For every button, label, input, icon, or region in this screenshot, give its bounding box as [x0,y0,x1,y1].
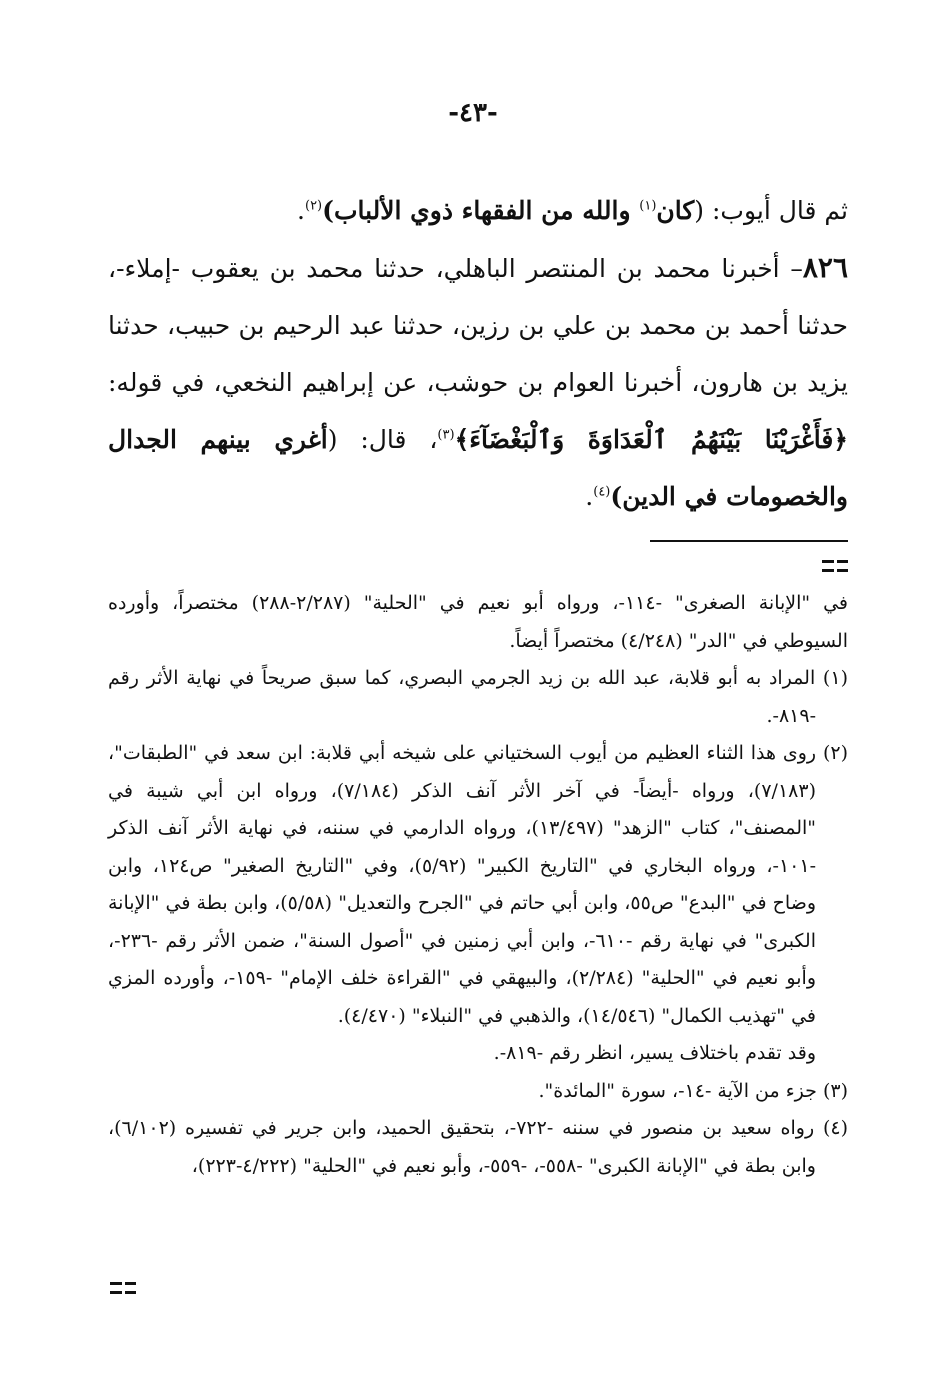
quote-bold-1: كان [656,196,695,225]
footnote-4: (٤) رواه سعيد بن منصور في سننه -٧٢٢-، بتحقيق الحميد، وابن جرير في تفسيره (٦/١٠٢)، وابن بطة في "الإبانة الكبرى" -٥٥٨-، -٥٥٩-، وأبو نعيم في "الحلية" (٤/٢٢٢-٢٢٣)، [108,1117,848,1177]
footnote-continuation: في "الإبانة الصغرى" -١١٤-، ورواه أبو نعيم في "الحلية" (٢/٢٨٧-٢٨٨) مختصراً، وأورده السيوطي في "الدر" (٤/٢٤٨) مختصراً أيضاً. [108,592,848,652]
footnote-separator [650,540,848,542]
qala-text: ، قال: ( [327,425,438,454]
quran-verse: ﴿فَأَغْرَيْنَا بَيْنَهُمُ ٱلْعَدَاوَةَ وَٱلْبَغْضَآءَ﴾ [454,425,848,454]
footnote-ref-3: (٣) [437,427,455,443]
footnotes [108,585,848,1185]
continuation-mark-top [822,560,848,572]
quote-bold-2: والله من الفقهاء ذوي الألباب) [322,196,640,225]
intro-text: ثم قال أيوب: ( [694,196,848,225]
paragraph-ayyub-quote [108,182,848,239]
period: . [297,196,305,225]
footnote-2: (٢) روى هذا الثناء العظيم من أيوب السختياني على شيخه أبي قلابة: ابن سعد في "الطبقات"، (٧/١٨٣)، ورواه -أيضاً- في آخر الأثر آنف الذكر (٧/١٨٤)، ورواه ابن أبي شيبة في "المصنف"، كتاب "الزهد" (١٣/٤٩٧)، ورواه الدارمي في سننه، في نهاية الأثر آنف الذكر -١٠١-، ورواه البخاري في "التاريخ الكبير" (٥/٩٢)، وفي "التاريخ الصغير" ص١٢٤، وابن وضاح في "البدع" ص٥٥، وابن أبي حاتم في "الجرح والتعديل" (٥/٥٨)، وابن بطة في "الإبانة الكبرى" في نهاية رقم -٦١٠-، وابن أبي زمنين في "أصول السنة"، ضمن الأثر رقم -٢٣٦-، وأبو نعيم في "الحلية" (٢/٢٨٤)، والبيهقي في "القراءة خلف الإمام" -١٥٩-، وأورده المزي في "تهذيب الكمال" (١٤/٥٤٦)، والذهبي في "النبلاء" (٤/٤٧٠). [108,742,848,1027]
quote-bold-3: أغري بينهم الجدال والخصومات في الدين) [108,425,848,511]
main-text [108,182,848,525]
footnote-1: (١) المراد به أبو قلابة، عبد الله بن زيد الجرمي البصري، كما سبق صريحاً في نهاية الأثر رقم -٨١٩-. [108,667,848,727]
isnad-text: – أخبرنا محمد بن المنتصر الباهلي، حدثنا محمد بن يعقوب -إملاء-، حدثنا أحمد بن محمد بن علي بن رزين، حدثنا عبد الرحيم بن حبيب، حدثنا يزيد بن هارون، أخبرنا العوام بن حوشب، عن إبراهيم النخعي، في قوله: [108,254,848,397]
paragraph-athar-826 [108,239,848,525]
page-number: -٤٣- [448,98,498,128]
footnote-ref-2: (٢) [304,198,323,214]
continuation-mark-bottom [110,1282,136,1294]
athar-number: ٨٢٦ [802,251,848,284]
footnote-ref-4: (٤) [593,484,611,500]
footnote-ref-1: (١) [639,198,657,214]
footnote-2-extra: وقد تقدم باختلاف يسير، انظر رقم -٨١٩-. [493,1042,816,1064]
period-2: . [585,482,594,511]
footnote-3: (٣) جزء من الآية -١٤-، سورة "المائدة". [538,1079,848,1102]
